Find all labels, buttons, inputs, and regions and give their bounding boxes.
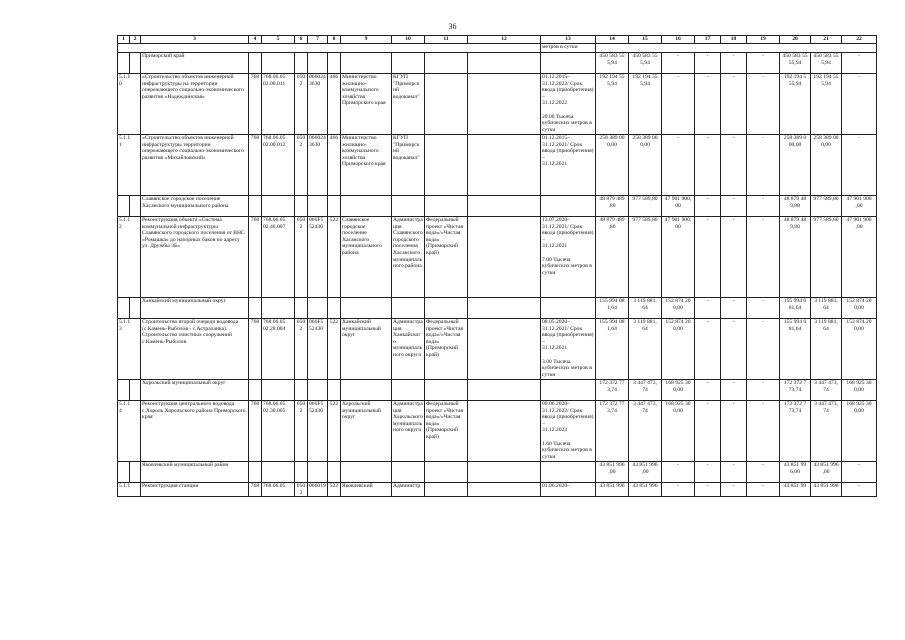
empty-cell bbox=[425, 380, 468, 401]
row-subnumber-cell bbox=[130, 53, 141, 74]
amount-c18: - bbox=[721, 298, 747, 319]
cell-c19: - bbox=[747, 319, 780, 380]
row-subnumber-cell bbox=[130, 380, 141, 401]
cell-c17: - bbox=[695, 483, 721, 497]
empty-cell bbox=[295, 298, 308, 319]
amount-c19: - bbox=[747, 462, 780, 483]
cell-c13: 01.12.2015– 31.12.2022/ Срок ввода (приобретения) – 31.12.2022 20.00 Тысяча кубических метров в сутки bbox=[542, 74, 594, 133]
cell-c16: 152 874 20 0,00 bbox=[662, 319, 695, 380]
column-number-13: 13 bbox=[541, 36, 596, 44]
amount-c15: 3 447 473, 74 bbox=[629, 380, 662, 401]
empty-cell bbox=[249, 53, 262, 74]
amount-c17: - bbox=[695, 196, 721, 217]
cell-c6: 0502 bbox=[295, 401, 308, 462]
region-subtotal-row bbox=[118, 380, 877, 401]
cell-c12 bbox=[468, 483, 541, 497]
cell-c10: КГУП "Приморск ий водоканал" bbox=[392, 135, 425, 196]
cell-c9: Министерство жилищно-коммунального хозяйства Приморского края bbox=[341, 74, 392, 135]
column-number-9: 9 bbox=[341, 36, 392, 44]
cell-c4: 768 bbox=[249, 217, 262, 298]
cell-c12 bbox=[468, 74, 541, 135]
cell-c11 bbox=[425, 483, 468, 497]
cell-c19: - bbox=[747, 401, 780, 462]
cell-c13: 01.12.2015– 31.12.2021/ Срок ввода (приобретения) – 31.12.2021 bbox=[541, 135, 596, 196]
page-number: 36 bbox=[448, 22, 457, 31]
amount-c14: 43 851 996 ,00 bbox=[596, 462, 629, 483]
amount-c16: - bbox=[662, 462, 695, 483]
empty-cell bbox=[262, 298, 295, 319]
cell-c20: 172 372 7 73,74 bbox=[780, 401, 811, 462]
cell-c18: - bbox=[721, 74, 747, 135]
item-number: 5.1.1 2 bbox=[118, 217, 141, 298]
empty-cell bbox=[468, 298, 541, 319]
empty-cell bbox=[541, 298, 596, 319]
column-number-5: 5 bbox=[262, 36, 295, 44]
cell-c21: 3 119 881, 64 bbox=[811, 319, 842, 380]
cell-c16: 168 925 30 0,00 bbox=[662, 401, 695, 462]
cell-c19: - bbox=[747, 135, 780, 196]
region-subtotal-row bbox=[118, 462, 877, 483]
cell-c4: 768 bbox=[249, 319, 262, 380]
cell-c8: 522 bbox=[328, 483, 341, 497]
cell-c9: Славянское городское поселение Хасанского муниципального района bbox=[341, 217, 392, 298]
cell-c22: - bbox=[842, 135, 877, 196]
continuation-row bbox=[118, 44, 877, 53]
amount-c17: - bbox=[695, 298, 721, 319]
cell-c10: КГУП "Приморск ий водоканал" bbox=[392, 74, 425, 135]
cell-c20: 192 194 5 55,94 bbox=[780, 74, 811, 135]
cell-c13: 09.06.2020– 31.12.2022/ Срок ввода (приобретения) – 31.12.2022 1.60 Тысяча кубических метров в сутки bbox=[542, 401, 594, 460]
item-name: Реконструкция центрального водовода с.Хороль Хорольского района Приморского края bbox=[141, 401, 249, 462]
cell-c5: 768.06.05 02.00.011 bbox=[262, 74, 295, 135]
item-name: Реконструкция станции bbox=[141, 483, 249, 497]
cell-c10: Администр bbox=[392, 483, 425, 497]
column-number-14: 14 bbox=[596, 36, 629, 44]
amount-c18: - bbox=[721, 380, 747, 401]
column-number-20: 20 bbox=[780, 36, 811, 44]
cell-c6: 0502 bbox=[295, 483, 308, 497]
project-row bbox=[118, 217, 877, 298]
empty-cell bbox=[328, 196, 341, 217]
cell-c15: 3 447 473, 74 bbox=[629, 401, 662, 462]
cell-c4: 768 bbox=[249, 401, 262, 462]
cell-c15: 43 851 996 bbox=[629, 483, 662, 497]
amount-c15: 3 119 881, 64 bbox=[629, 298, 662, 319]
cell-c9: Ханкайский муниципальный округ bbox=[341, 319, 392, 380]
column-number-2: 2 bbox=[130, 36, 141, 44]
amount-c21: 977 589,80 bbox=[811, 196, 842, 217]
cell-c19: - bbox=[747, 74, 780, 135]
region-name: Славянское городское поселение Хасанского муниципального района bbox=[141, 196, 249, 217]
cell-c19: - bbox=[747, 217, 780, 298]
region-name: Хорольский муниципальный округ bbox=[141, 380, 249, 401]
cell-c5: 768.06.05 02.30.005 bbox=[262, 401, 295, 462]
cell-c6: 0502 bbox=[295, 74, 308, 135]
cell-c17: - bbox=[695, 319, 721, 380]
column-number-12: 12 bbox=[468, 36, 541, 44]
empty-cell bbox=[541, 53, 596, 74]
cell-c14: 48 879 489 ,80 bbox=[596, 217, 629, 298]
amount-c22: 47 901 900 ,00 bbox=[842, 196, 877, 217]
cell-c22: - bbox=[842, 483, 877, 497]
empty-cell bbox=[262, 196, 295, 217]
empty-cell bbox=[392, 196, 425, 217]
amount-c21: 3 447 473, 74 bbox=[811, 380, 842, 401]
cell-c7: 066019 bbox=[308, 483, 328, 497]
cell-c22: 168 925 30 0,00 bbox=[842, 401, 877, 462]
cell-c13: метров в сутки bbox=[541, 44, 596, 53]
amount-c14: 48 879 489 ,80 bbox=[596, 196, 629, 217]
amount-c16: - bbox=[662, 53, 695, 74]
row-subnumber-cell bbox=[130, 196, 141, 217]
amount-c18: - bbox=[721, 196, 747, 217]
cell-c7: 066F5 52430 bbox=[308, 401, 328, 462]
cell-c11 bbox=[425, 74, 468, 135]
cell-c22: 47 901 900 ,00 bbox=[842, 217, 877, 298]
cell-c21: 258 389 00 0,00 bbox=[811, 135, 842, 196]
empty-cell bbox=[425, 298, 468, 319]
column-number-17: 17 bbox=[695, 36, 721, 44]
empty-cell bbox=[341, 462, 392, 483]
item-number: 5.1.1 bbox=[118, 483, 141, 497]
cell-c13: 13.07.2020– 31.12.2021/ Срок ввода (приобретения) – 31.12.2021 7.00 Тысяча кубических метров в сутки bbox=[541, 217, 596, 298]
empty-cell bbox=[295, 462, 308, 483]
amount-c22: - bbox=[842, 462, 877, 483]
row-number-cell bbox=[118, 380, 130, 401]
row-number-cell bbox=[118, 53, 130, 74]
cell-c4: 768 bbox=[249, 135, 262, 196]
column-number-1: 1 bbox=[118, 36, 130, 44]
empty-cell bbox=[308, 53, 328, 74]
cell-c7: 066024 3630 bbox=[308, 135, 328, 196]
amount-c22: 152 874 20 0,00 bbox=[842, 298, 877, 319]
column-number-4: 4 bbox=[249, 36, 262, 44]
cell-c5: 768.06.05 02.28.004 bbox=[262, 319, 295, 380]
empty-cell bbox=[295, 380, 308, 401]
empty-cell bbox=[295, 53, 308, 74]
cell-c9: Яковлевский bbox=[341, 483, 392, 497]
amount-c19: - bbox=[747, 298, 780, 319]
empty-cell bbox=[295, 196, 308, 217]
amount-c18: - bbox=[721, 53, 747, 74]
empty-cell bbox=[328, 298, 341, 319]
cell-c6: 0502 bbox=[295, 319, 308, 380]
item-number: 5.1.1 1 bbox=[118, 135, 141, 196]
empty-cell bbox=[425, 53, 468, 74]
empty-cell bbox=[468, 53, 541, 74]
amount-c21: 43 851 996 ,00 bbox=[811, 462, 842, 483]
cell-c10: Администрация Славянского городского поселения Хасанского муниципального района bbox=[392, 217, 425, 298]
amount-c21: 3 119 881, 64 bbox=[811, 298, 842, 319]
cell-c20: 258 389 0 00,00 bbox=[780, 135, 811, 196]
amount-c16: 168 925 30 0,00 bbox=[662, 380, 695, 401]
budget-table bbox=[117, 35, 877, 497]
cell-c14: 43 851 996 bbox=[596, 483, 629, 497]
cell-c16: 47 901 900, 00 bbox=[662, 217, 695, 298]
cell-c16: - bbox=[662, 483, 695, 497]
amount-c19: - bbox=[747, 53, 780, 74]
row-number-cell bbox=[118, 196, 130, 217]
cell-c11: Федеральный проект «Чистая вода»/«Чистая вода» (Приморский край) bbox=[425, 319, 468, 380]
amount-c15: 43 851 996 ,00 bbox=[629, 462, 662, 483]
item-number: 5.1.1 0 bbox=[118, 74, 141, 135]
cell-c16: - bbox=[662, 74, 695, 135]
item-name: «Строительство объектов инженерной инфраструктуры территории опережающего социально-экономического развития «Михайловский» bbox=[141, 135, 249, 196]
amount-c20: 48 879 48 9,80 bbox=[780, 196, 811, 217]
empty-cell bbox=[328, 380, 341, 401]
empty-cell bbox=[341, 380, 392, 401]
empty-cell bbox=[468, 462, 541, 483]
cell-c20: 48 879 48 9,80 bbox=[780, 217, 811, 298]
empty-cell bbox=[392, 53, 425, 74]
empty-cell bbox=[328, 462, 341, 483]
empty-cell bbox=[308, 196, 328, 217]
amount-c15: 450 583 55 5,94 bbox=[629, 53, 662, 74]
empty-cell bbox=[541, 380, 596, 401]
empty-cell bbox=[249, 380, 262, 401]
amount-c17: - bbox=[695, 53, 721, 74]
region-name: Яковлевский муниципальный район bbox=[141, 462, 249, 483]
empty-cell bbox=[308, 462, 328, 483]
cell-c9: Министерство жилищно-коммунального хозяйства Приморского края bbox=[341, 135, 392, 196]
cell-c6: 0502 bbox=[295, 217, 308, 298]
amount-c22: - bbox=[842, 53, 877, 74]
amount-c16: 152 874 20 0,00 bbox=[662, 298, 695, 319]
cell-c18: - bbox=[721, 319, 747, 380]
column-number-10: 10 bbox=[392, 36, 425, 44]
cell-c17: - bbox=[695, 135, 721, 196]
empty-cell bbox=[425, 196, 468, 217]
amount-c20: 43 851 99 6,00 bbox=[780, 462, 811, 483]
cell-c22: 152 874 20 0,00 bbox=[842, 319, 877, 380]
cell-c15: 192 194 55 5,94 bbox=[629, 74, 662, 135]
amount-c20: 172 372 7 73,74 bbox=[780, 380, 811, 401]
cell-c7: 066F5 52430 bbox=[308, 217, 328, 298]
cell-c10: Администрация Хорольского муниципального округа bbox=[392, 401, 425, 462]
cell-c11: Федеральный проект «Чистая вода»/«Чистая вода» (Приморский край) bbox=[425, 217, 468, 298]
column-number-row bbox=[118, 36, 877, 44]
cell-c12 bbox=[468, 401, 541, 462]
column-number-3: 3 bbox=[141, 36, 249, 44]
cell-c12 bbox=[468, 135, 541, 196]
empty-cell bbox=[262, 380, 295, 401]
empty-cell bbox=[541, 462, 596, 483]
empty-cell bbox=[341, 298, 392, 319]
amount-c21: 450 583 55 5,94 bbox=[811, 53, 842, 74]
empty-cell bbox=[541, 196, 596, 217]
row-subnumber-cell bbox=[130, 298, 141, 319]
amount-c18: - bbox=[721, 462, 747, 483]
empty-cell bbox=[262, 462, 295, 483]
item-name: Строительство второй очереди водовода (с.Камень-Рыболов - с.Астраханка). Строительство очистных сооружений с.Камень-Рыболов bbox=[141, 319, 249, 380]
cell-c15: 3 119 881, 64 bbox=[629, 319, 662, 380]
empty-cell bbox=[341, 53, 392, 74]
cell-c22: - bbox=[842, 74, 877, 135]
cell-c13: 01.06.2020– bbox=[541, 483, 596, 497]
empty-cell bbox=[468, 380, 541, 401]
amount-c22: 168 925 30 0,00 bbox=[842, 380, 877, 401]
project-row bbox=[118, 401, 877, 462]
empty-cell bbox=[328, 53, 341, 74]
cell-c5: 768.06.05 bbox=[262, 483, 295, 497]
cell-c19: - bbox=[747, 483, 780, 497]
cell-c21: 43 851 996 bbox=[811, 483, 842, 497]
column-number-15: 15 bbox=[629, 36, 662, 44]
cell-c10: Администрация Ханкайского муниципального округа bbox=[392, 319, 425, 380]
cell-c18: - bbox=[721, 217, 747, 298]
column-number-16: 16 bbox=[662, 36, 695, 44]
cell-c4: 768 bbox=[249, 483, 262, 497]
empty-cell bbox=[341, 196, 392, 217]
cell-c11: Федеральный проект «Чистая вода»/«Чистая вода» (Приморский край) bbox=[425, 401, 468, 462]
cell-c15: 977 589,80 bbox=[629, 217, 662, 298]
cell-c8: 466 bbox=[328, 135, 341, 196]
project-row bbox=[118, 74, 877, 135]
cell-c4: 768 bbox=[249, 74, 262, 135]
column-number-6: 6 bbox=[295, 36, 308, 44]
empty-cell bbox=[249, 196, 262, 217]
empty-cell bbox=[425, 462, 468, 483]
cell-c20: 43 851 99 bbox=[780, 483, 811, 497]
cell-c17: - bbox=[695, 401, 721, 462]
amount-c16: 47 901 900, 00 bbox=[662, 196, 695, 217]
cell-c13: 08.05.2020– 31.12.2021/ Срок ввода (приобретения) – 31.12.2021 3.00 Тысяча кубических метров в сутки bbox=[542, 319, 594, 378]
cell-c16: - bbox=[662, 135, 695, 196]
item-number: 5.1.1 3 bbox=[118, 319, 141, 380]
item-name: «Строительство объектов инженерной инфраструктуры на территории опережающего социально-экономического развития «Надеждинская» bbox=[141, 74, 249, 135]
item-name: Реконструкция объекта «Система коммунальной инфраструктуры Славянского городского поселения от ВНС «Ромашка» до напорных баков по адресу ул. Дружбы 3Б» bbox=[141, 217, 249, 298]
empty-cell bbox=[308, 380, 328, 401]
cell-c12 bbox=[468, 319, 541, 380]
cell-c8: 522 bbox=[328, 319, 341, 380]
column-number-18: 18 bbox=[721, 36, 747, 44]
amount-c20: 155 994 0 81,64 bbox=[780, 298, 811, 319]
region-subtotal-row bbox=[118, 196, 877, 217]
amount-c17: - bbox=[695, 462, 721, 483]
empty-cell bbox=[392, 298, 425, 319]
cell-c8: 466 bbox=[328, 74, 341, 135]
cell-c8: 522 bbox=[328, 217, 341, 298]
cell-c15: 258 389 00 0,00 bbox=[629, 135, 662, 196]
cell-c21: 3 447 473, 74 bbox=[811, 401, 842, 462]
row-number-cell bbox=[118, 298, 130, 319]
empty-cell bbox=[249, 298, 262, 319]
cell-c20: 155 994 0 81,64 bbox=[780, 319, 811, 380]
cell-c7: 066F5 52430 bbox=[308, 319, 328, 380]
cell-c11 bbox=[425, 135, 468, 196]
empty-cell bbox=[392, 380, 425, 401]
cell-c14: 258 389 00 0,00 bbox=[596, 135, 629, 196]
amount-c15: 977 589,80 bbox=[629, 196, 662, 217]
region-name: Приморский край bbox=[141, 53, 249, 74]
cell-c14: 192 194 55 5,94 bbox=[596, 74, 629, 135]
region-name: Ханкайский муниципальный округ bbox=[141, 298, 249, 319]
cell-c5: 768.06.05 02.46.007 bbox=[262, 217, 295, 298]
cell-c18: - bbox=[721, 135, 747, 196]
cell-c8: 522 bbox=[328, 401, 341, 462]
cell-c12 bbox=[468, 217, 541, 298]
empty-cell bbox=[308, 298, 328, 319]
column-number-22: 22 bbox=[842, 36, 877, 44]
cell-c14: 172 372 77 3,74 bbox=[596, 401, 629, 462]
cell-c14: 155 994 08 1,64 bbox=[596, 319, 629, 380]
cell-c7: 066024 3630 bbox=[308, 74, 328, 135]
project-row bbox=[118, 319, 877, 380]
amount-c14: 450 583 55 5,94 bbox=[596, 53, 629, 74]
cell-c6: 0502 bbox=[295, 135, 308, 196]
amount-c20: 450 583 55 55,94 bbox=[780, 53, 811, 74]
cell-c18: - bbox=[721, 483, 747, 497]
cell-c21: 192 194 55 5,94 bbox=[811, 74, 842, 135]
row-number-cell bbox=[118, 462, 130, 483]
cell-c17: - bbox=[695, 74, 721, 135]
item-number: 5.1.1 4 bbox=[118, 401, 141, 462]
amount-c14: 155 994 08 1,64 bbox=[596, 298, 629, 319]
cell-c5: 768.06.05 02.00.012 bbox=[262, 135, 295, 196]
amount-c14: 172 372 77 3,74 bbox=[596, 380, 629, 401]
region-subtotal-row bbox=[118, 53, 877, 74]
amount-c17: - bbox=[695, 380, 721, 401]
empty-cell bbox=[392, 462, 425, 483]
column-number-7: 7 bbox=[308, 36, 328, 44]
cell-c21: 977 589,80 bbox=[811, 217, 842, 298]
column-number-19: 19 bbox=[747, 36, 780, 44]
cell-c18: - bbox=[721, 401, 747, 462]
amount-c19: - bbox=[747, 380, 780, 401]
cell-c9: Хорольский муниципальный округ bbox=[341, 401, 392, 462]
amount-c19: - bbox=[747, 196, 780, 217]
region-subtotal-row bbox=[118, 298, 877, 319]
column-number-21: 21 bbox=[811, 36, 842, 44]
cell-c17: - bbox=[695, 217, 721, 298]
project-row bbox=[118, 135, 877, 196]
empty-cell bbox=[468, 196, 541, 217]
row-subnumber-cell bbox=[130, 462, 141, 483]
column-number-8: 8 bbox=[328, 36, 341, 44]
column-number-11: 11 bbox=[425, 36, 468, 44]
project-row bbox=[118, 483, 877, 497]
empty-cell bbox=[249, 462, 262, 483]
empty-cell bbox=[262, 53, 295, 74]
